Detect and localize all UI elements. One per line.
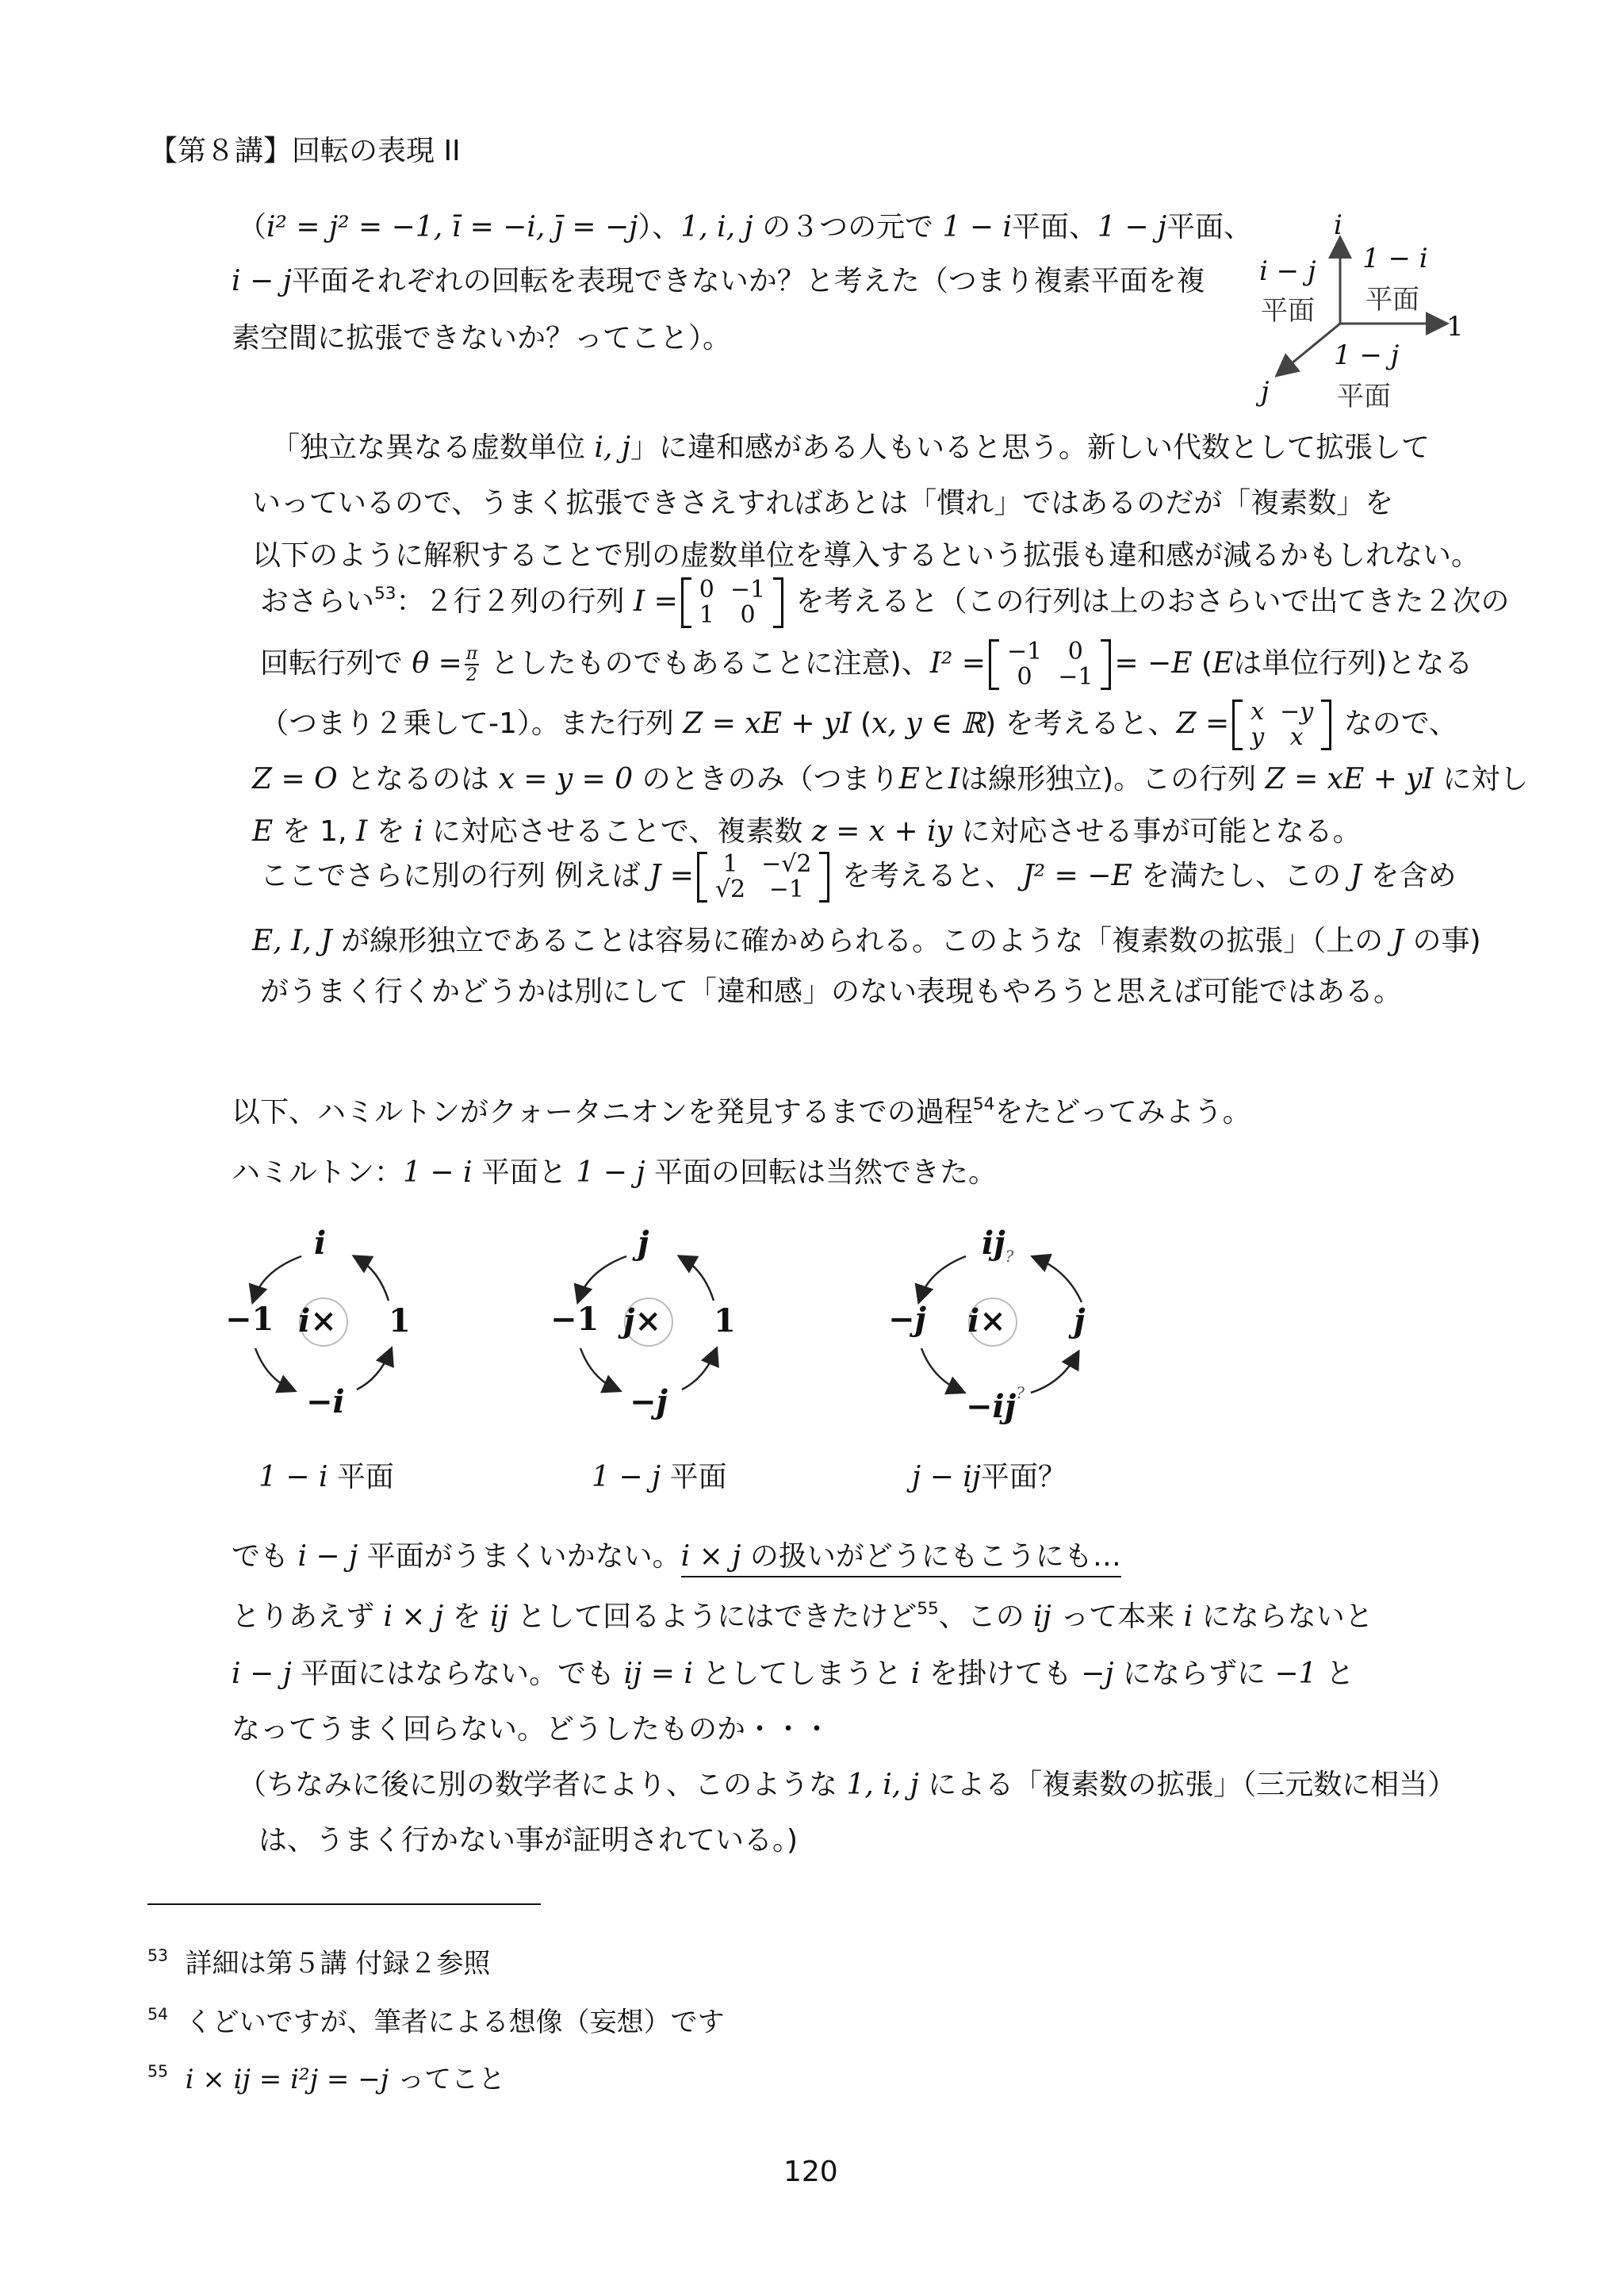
intro-line-3: 素空間に拡張できないか？ってこと）。 xyxy=(232,322,732,355)
matrix-J: 1 −√2 √2 −1 xyxy=(697,852,830,903)
axis-i-label: i xyxy=(1334,209,1342,241)
matrix-I-squared: −1 0 0 −1 xyxy=(989,639,1111,690)
diagram-top: j xyxy=(638,1225,649,1262)
diagram-caption: 1 − i 平面 xyxy=(259,1461,394,1493)
axes-figure xyxy=(1237,206,1475,412)
matrix-I: 0 −1 1 0 xyxy=(681,577,783,628)
diagram-center: i× xyxy=(298,1302,337,1340)
note-line-2: いっているので、うまく拡張できさえすればあとは「慣れ」ではあるのだが「複素数」を xyxy=(252,487,1394,519)
page-number: 120 xyxy=(783,2156,838,2188)
note-line-4: おさらい$^{53}$：２行２列の行列 I = 0 −1 1 0 を考えると（この行列は上のおさらいで出てきた２次の xyxy=(260,576,1510,629)
diagram-top: $ij_?$ xyxy=(982,1225,1014,1266)
diagram-center: i× xyxy=(967,1302,1006,1340)
footnote-53: $^{53}$ 詳細は第５講 付録２参照 xyxy=(147,1945,491,1980)
diagram-caption: 1 − j 平面 xyxy=(592,1461,727,1493)
section3-line-4: なってうまく回らない。どうしたものか・・・ xyxy=(232,1713,832,1746)
section2-line-1: 以下、ハミルトンがクォータニオンを発見するまでの過程$^{54}$をたどってみよう。 xyxy=(232,1094,1251,1129)
intro-line-2: i − j平面それぞれの回転を表現できないか？と考えた（つまり複素平面を複 xyxy=(232,265,1205,297)
intro-line-1: （i² = j² = −1, ī = −i, j̄ = −j）、1, i, j の３つの元で 1 − i平面、1 − j平面、 xyxy=(238,211,1253,243)
diagram-caption: j − ij平面？ xyxy=(912,1461,1067,1493)
diagram-bottom: −i xyxy=(306,1383,345,1420)
section2-line-2: ハミルトン：1 − i 平面と 1 − j 平面の回転は当然できた。 xyxy=(232,1156,997,1189)
rotation-diagram-1j xyxy=(547,1221,753,1507)
note-line-8: E を 1, I を i に対応させることで、複素数 z = x + iy に対応させる事が可能となる。 xyxy=(252,815,1362,848)
footnote-55: $^{55}$ i × ij = i²j = −j ってこと xyxy=(147,2061,506,2095)
j-plane-label: 1 − j xyxy=(1334,339,1400,371)
note-line-11: がうまく行くかどうかは別にして「違和感」のない表現もやろうと思えば可能ではある。 xyxy=(260,976,1403,1008)
note-line-6: （つまり２乗して-1）。また行列 Z = xE + yI (x, y ∈ ℝ) を考えると、Z = x −y y x なので、 xyxy=(260,698,1457,751)
note-line-1: 「独立な異なる虚数単位 i, j」に違和感がある人もいると思う。新しい代数として拡張して xyxy=(271,431,1431,464)
ij-plane-label: i − j xyxy=(1259,255,1316,287)
footnote-separator xyxy=(147,1903,541,1905)
note-line-7: Z = O となるのは x = y = 0 のときのみ（つまりEとIは線形独立)。この行列 Z = xE + yI に対し xyxy=(252,763,1529,795)
section3-line-2: とりあえず i × j を ij として回るようにはできたけど$^{55}$、この ij って本来 i にならないと xyxy=(232,1598,1373,1633)
note-line-5: 回転行列で θ = $\frac{\pi}{2}$ としたものでもあることに注意)、I² = −1 0 0 −1 = −E (Eは単位行列)となる xyxy=(260,638,1473,691)
footnote-54: $^{54}$ くどいですが、筆者による想像（妄想）です xyxy=(147,2004,725,2038)
i-plane-word: 平面 xyxy=(1365,284,1419,316)
section3-line-1: でも i − j 平面がうまくいかない。i × j の扱いがどうにもこうにも… xyxy=(232,1534,1121,1574)
note-line-3: 以下のように解釈することで別の虚数単位を導入するという拡張も違和感が減るかもしれない。 xyxy=(252,539,1480,572)
diagram-left: −j xyxy=(888,1301,926,1338)
i-plane-label: 1 − i xyxy=(1362,243,1428,274)
note-line-9: ここでさらに別の行列 例えば J = 1 −√2 √2 −1 を考えると、 J² = −E を満たし、この J を含め xyxy=(260,850,1457,903)
section3-line-5: （ちなみに後に別の数学者により、このような 1, i, j による「複素数の拡張」（三元数に相当） xyxy=(238,1769,1457,1801)
rotation-diagram-j-ij xyxy=(888,1221,1110,1507)
diagram-bottom: −j xyxy=(630,1383,668,1420)
diagram-bottom: −ij? xyxy=(966,1383,1025,1425)
diagram-top: i xyxy=(314,1225,327,1262)
j-plane-word: 平面 xyxy=(1337,381,1391,412)
diagram-right: 1 xyxy=(389,1302,411,1340)
note-line-10: E, I, J が線形独立であることは容易に確かめられる。このような「複素数の拡張」（上の J の事) xyxy=(252,925,1481,957)
section-heading: 【第８講】回転の表現 II xyxy=(149,135,461,167)
diagram-center: j× xyxy=(623,1302,661,1340)
diagram-right: 1 xyxy=(714,1302,736,1340)
diagram-left: −1 xyxy=(225,1301,274,1338)
axis-1-label: 1 xyxy=(1446,311,1464,343)
rotation-diagram-1i xyxy=(222,1221,428,1507)
diagram-right: j xyxy=(1074,1302,1086,1340)
section3-line-3: i − j 平面にはならない。でも ij = i としてしまうと i を掛けても −j にならずに −1 と xyxy=(232,1658,1354,1690)
ij-plane-word: 平面 xyxy=(1261,295,1315,327)
matrix-Z: x −y y x xyxy=(1232,700,1331,750)
axis-j-label: j xyxy=(1261,376,1270,408)
diagram-left: −1 xyxy=(550,1301,599,1338)
section3-line-6: は、うまく行かない事が証明されている。) xyxy=(259,1824,799,1857)
